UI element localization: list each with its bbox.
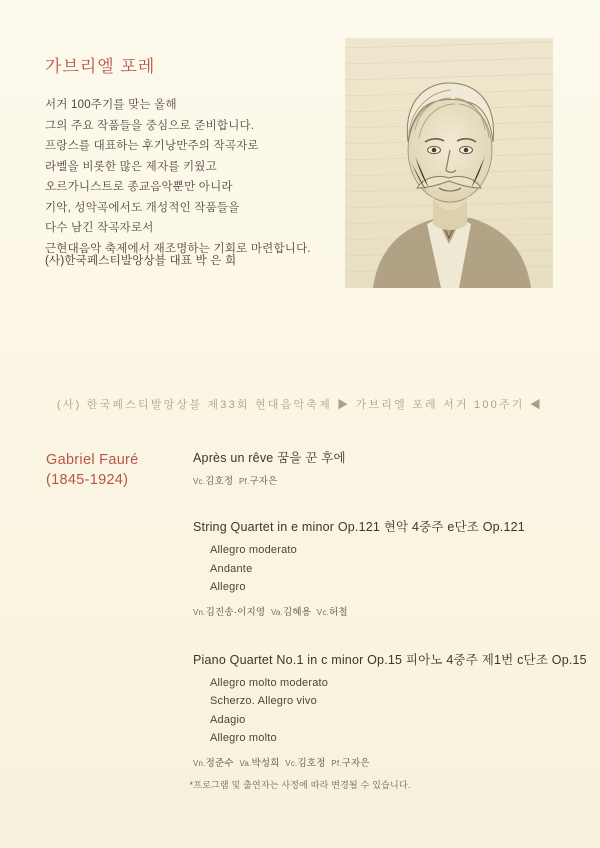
program-list <box>193 448 587 795</box>
composer-years: (1845-1924) <box>46 472 129 488</box>
performer-role: Vc. <box>193 477 206 486</box>
intro-line: 오르가니스트로 종교음악뿐만 아니라 <box>45 181 233 193</box>
work-movement: Allegro moderato <box>210 544 297 556</box>
performer-role: Vn. <box>193 607 206 617</box>
program-work <box>193 650 587 769</box>
performer-name: 정준수 <box>205 757 234 769</box>
intro-section <box>0 0 600 330</box>
performer-role: Vc. <box>285 758 298 768</box>
composer-block <box>46 450 186 490</box>
performer-role: Pf. <box>239 477 250 486</box>
composer-portrait <box>345 38 553 288</box>
intro-line: 서거 100주기를 맞는 올해 <box>45 99 177 111</box>
intro-title: 가브리엘 포레 <box>45 57 156 76</box>
work-movement: Adagio <box>210 713 246 726</box>
performer-name: 허철 <box>328 606 348 618</box>
festival-band <box>0 390 600 418</box>
work-movement: Scherzo. Allegro vivo <box>210 695 317 707</box>
performer-role: Vc. <box>316 607 329 617</box>
festival-band-text: (사) 한국페스티발앙상블 제33회 현대음악축제 ▶ 가브리엘 포레 서거 100주기 ◀ <box>56 399 544 411</box>
work-movement: Andante <box>210 562 253 575</box>
work-title: String Quartet in e minor Op.121 현악 4중주 e단조 Op.121 <box>193 520 525 534</box>
performer-name: 박성희 <box>251 757 280 769</box>
work-performers <box>193 755 563 769</box>
work-title: Après un rêve 꿈을 꾼 후에 <box>193 451 346 465</box>
program-work <box>193 517 563 618</box>
performer-role: Va. <box>239 758 252 768</box>
performer-role: Pf. <box>331 758 342 768</box>
performer-role: Vn. <box>193 758 206 768</box>
work-movement: Allegro <box>210 581 246 593</box>
performer-name: 김호정 <box>205 476 234 487</box>
performer-name: 구자은 <box>341 757 370 769</box>
work-title: Piano Quartet No.1 in c minor Op.15 피아노 4중주 제1번 c단조 Op.15 <box>193 652 587 667</box>
performer-name: 구자은 <box>249 476 278 487</box>
performer-role: Va. <box>270 607 283 617</box>
work-movement: Allegro molto moderato <box>210 676 329 689</box>
intro-line: 프랑스를 대표하는 후기낭만주의 작곡자로 <box>45 140 259 152</box>
performer-name: 김호정 <box>297 757 326 769</box>
performer-name: 김혜용 <box>282 606 312 618</box>
intro-line: 라벨을 비롯한 많은 제자를 키웠고 <box>45 160 217 173</box>
intro-line: 근현대음악 축제에서 재조명하는 기회로 마련합니다. <box>45 242 311 255</box>
work-performers <box>193 473 563 487</box>
intro-line: 그의 주요 작품들을 중심으로 준비합니다. <box>45 119 255 132</box>
program-footnote: *프로그램 및 출연자는 사정에 따라 변경될 수 있습니다. <box>189 780 411 790</box>
work-movement: Allegro molto <box>210 732 277 744</box>
intro-line: 기악, 성악곡에서도 개성적인 작품들을 <box>45 201 240 214</box>
composer-name: Gabriel Fauré <box>46 452 139 468</box>
portrait-illustration <box>345 38 553 288</box>
intro-paragraph <box>45 95 335 259</box>
intro-signature: (사)한국페스티발앙상블 대표 박 은 희 <box>45 255 237 267</box>
intro-line: 다수 남긴 작곡자로서 <box>45 222 154 234</box>
performer-name: 김진송·이지영 <box>205 606 266 618</box>
program-work <box>193 448 563 487</box>
work-performers <box>193 604 563 618</box>
